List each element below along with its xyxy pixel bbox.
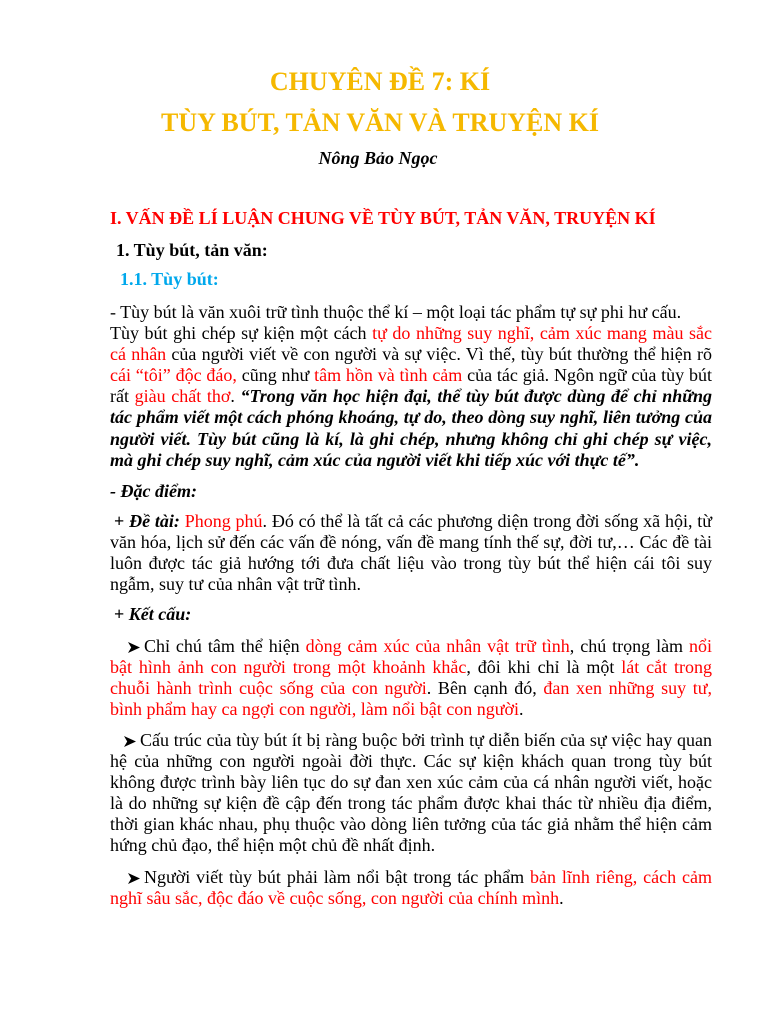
arrow-bullet-icon <box>128 873 140 884</box>
highlight-run: nổi bật hình ảnh con người trong một khoảnh khắc <box>110 636 712 678</box>
structure-bullet-2 <box>110 730 712 857</box>
section-heading: I. VẤN ĐỀ LÍ LUẬN CHUNG VỀ TÙY BÚT, TẢN VĂN, TRUYỆN KÍ <box>110 208 656 228</box>
arrow-bullet-icon <box>124 736 136 747</box>
definition-paragraph <box>110 302 712 471</box>
title-line-1: CHUYÊN ĐỀ 7: KÍ <box>269 67 491 96</box>
text-run: Người viết tùy bút phải làm nổi bật trong tác phẩm <box>144 867 530 887</box>
text-run: Cấu trúc của tùy bút ít bị ràng buộc bởi trình tự diễn biến của sự việc hay quan hệ của những con người ngoài đời thực. Các sự kiện khách quan trong tùy bút không được trình bày liên tục do sự đan xen xúc cảm của cá nhân người viết, hoặc là do những sự kiện đề cập đến trong tác phẩm được khai thác từ nhiều địa điểm, thời gian khác nhau, phụ thuộc vào dòng liên tưởng của tác giả nhằm thể hiện cảm hứng chủ đạo, thể hiện một chủ đề nhất định. <box>110 730 712 856</box>
text-run: . Bên cạnh đó, <box>426 678 544 699</box>
highlight-run: cái “tôi” độc đáo, <box>110 365 237 386</box>
text-run: của người viết về con người và sự việc. Vì thế, tùy bút thường thể hiện rõ <box>166 344 712 365</box>
plus-marker: + <box>114 511 125 531</box>
text-run: . <box>559 888 564 909</box>
arrow-bullet-icon <box>128 642 140 653</box>
highlight-run: giàu chất thơ <box>134 386 231 407</box>
structure-bullet-3 <box>110 867 712 909</box>
structure-bullet-1 <box>110 636 712 720</box>
structure-heading <box>114 604 712 625</box>
author-name: Nông Bảo Ngọc <box>318 148 438 168</box>
subsubsection-heading: 1.1. Tùy bút: <box>120 269 219 289</box>
text-run: Chỉ chú tâm thể hiện <box>144 636 306 656</box>
text-run: cũng như <box>236 365 315 386</box>
quote-run: “Trong văn học hiện đại, thể tùy bút được dùng để chỉ những tác phẩm viết một cách phóng khoáng, tự do, theo dòng suy nghĩ, liên tưởng của người viết. Tùy bút cũng là kí, là ghi chép, nhưng không chỉ ghi chép sự việc, mà ghi chép suy nghĩ, cảm xúc của người viết khi tiếp xúc với thực tế”. <box>110 386 713 470</box>
highlight-run: Phong phú <box>184 511 263 531</box>
highlight-run: tâm hồn và tình cảm <box>314 365 463 386</box>
plus-marker: + <box>114 604 125 624</box>
text-run: , đôi khi chỉ là một <box>466 657 622 678</box>
definition-first-line: - Tùy bút là văn xuôi trữ tình thuộc thể kí – một loại tác phẩm tự sự phi hư cấu. <box>110 302 682 322</box>
highlight-run: dòng cảm xúc của nhân vật trữ tình <box>305 636 570 656</box>
text-run: . <box>230 386 241 407</box>
text-run: . Đó có thể là tất cả các phương diện trong đời sống xã hội, từ văn hóa, lịch sử đến các vấn đề nóng, vấn đề mang tính thế sự, đời tư,… Các đề tài luôn được tác giả hướng tới đưa chất liệu vào trong tùy bút thể hiện cái tôi suy ngẫm, suy tư của nhân vật trữ tình. <box>110 511 713 595</box>
text-run: . <box>519 699 524 720</box>
topic-label: Đề tài: <box>129 511 180 531</box>
subsection-heading: 1. Tùy bút, tản văn: <box>116 240 268 260</box>
structure-label: Kết cấu: <box>128 604 192 624</box>
topic-paragraph <box>110 511 712 595</box>
highlight-run: bản lĩnh riêng, cách cảm nghĩ sâu sắc, độc đáo về cuộc sống, con người của chính mình <box>110 867 712 909</box>
highlight-run: tự do những suy nghĩ, cảm xúc mang màu sắc cá nhân <box>110 323 712 365</box>
highlight-run: đan xen những suy tư, bình phẩm hay ca ngợi con người, làm nổi bật con người <box>110 678 712 720</box>
features-label: - Đặc điểm: <box>110 481 197 501</box>
text-run: Tùy bút ghi chép sự kiện một cách <box>110 323 373 344</box>
highlight-run: lát cắt trong chuỗi hành trình cuộc sống của con người <box>110 657 712 699</box>
title-line-2: TÙY BÚT, TẢN VĂN VÀ TRUYỆN KÍ <box>161 108 599 137</box>
text-run: của tác giả. Ngôn ngữ của tùy bút rất <box>110 365 712 407</box>
text-run: , chú trọng làm <box>569 636 689 656</box>
